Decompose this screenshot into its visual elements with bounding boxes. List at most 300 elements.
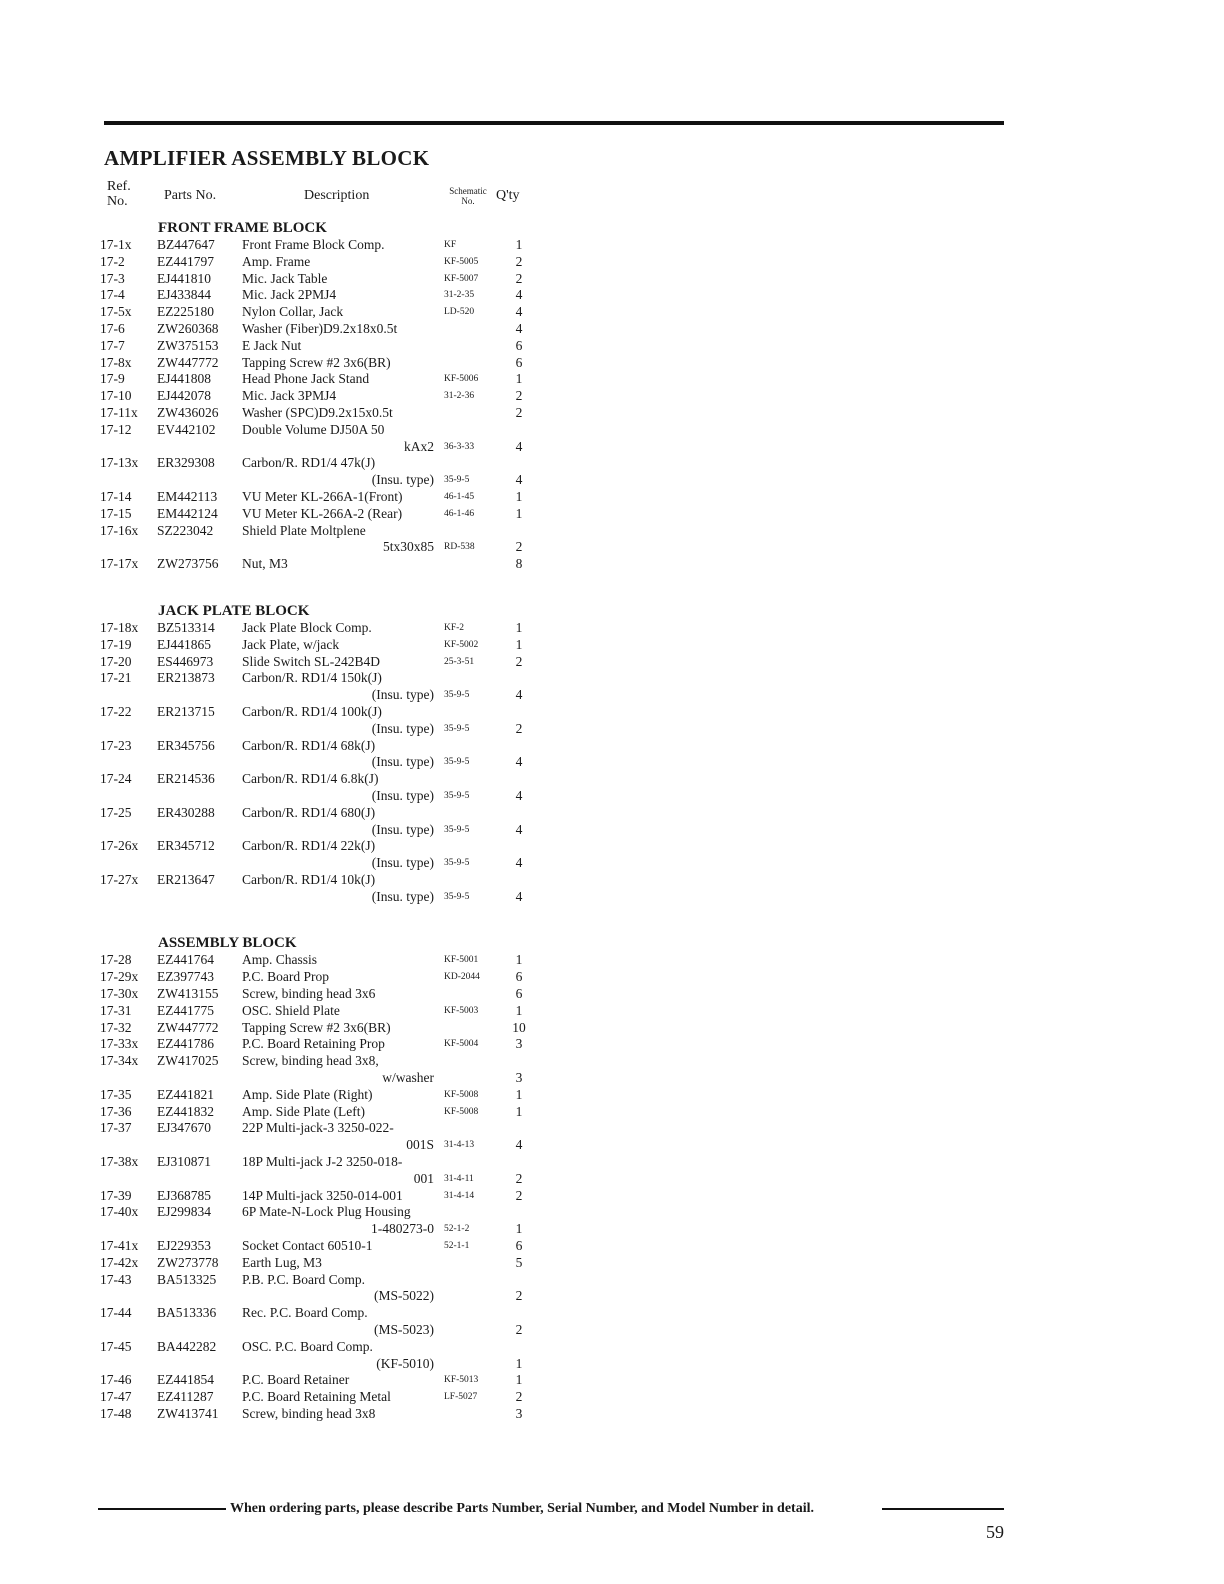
ref-no: 17-12	[100, 421, 132, 437]
ref-no: 17-10	[100, 388, 132, 404]
quantity: 3	[515, 1036, 523, 1052]
description: P.B. P.C. Board Comp.	[242, 1271, 366, 1287]
description-continued: 1-480273-0	[371, 1221, 434, 1237]
description: P.C. Board Retaining Prop	[242, 1036, 385, 1052]
parts-no: ZW273778	[157, 1254, 219, 1270]
schematic-no: KF-5005	[444, 256, 479, 267]
description: Carbon/R. RD1/4 10k(J)	[242, 871, 376, 887]
quantity: 1	[515, 952, 523, 968]
schematic-no: KF-5013	[444, 1375, 479, 1386]
schematic-no: 31-4-13	[444, 1140, 475, 1151]
table-row	[100, 422, 540, 456]
table-row	[100, 355, 540, 372]
row-line	[100, 371, 540, 388]
description: Carbon/R. RD1/4 680(J)	[242, 804, 376, 820]
row-line	[100, 405, 540, 422]
ref-no: 17-30x	[100, 986, 139, 1002]
ref-no: 17-44	[100, 1305, 132, 1321]
column-header-parts-no: Parts No.	[164, 188, 217, 203]
schematic-no: LD-520	[444, 307, 475, 318]
table-row	[100, 1372, 540, 1389]
table-row	[100, 1154, 540, 1188]
table-row	[100, 556, 540, 573]
table-row	[100, 704, 540, 738]
schematic-no: 46-1-46	[444, 508, 475, 519]
table-row	[100, 986, 540, 1003]
footer-rule-left	[98, 1508, 226, 1510]
table-row	[100, 1120, 540, 1154]
description: Earth Lug, M3	[242, 1254, 322, 1270]
parts-no: ER214536	[157, 771, 215, 787]
quantity: 8	[515, 556, 523, 572]
ref-no: 17-19	[100, 636, 132, 652]
ref-no: 17-29x	[100, 969, 139, 985]
table-row	[100, 1087, 540, 1104]
schematic-no: KF-5004	[444, 1039, 479, 1050]
parts-no: ES446973	[157, 653, 214, 669]
quantity: 2	[515, 1288, 523, 1304]
description: Washer (SPC)D9.2x15x0.5t	[242, 404, 393, 420]
description: P.C. Board Retainer	[242, 1372, 350, 1388]
parts-no: ZW413155	[157, 986, 219, 1002]
row-line	[100, 1255, 540, 1272]
quantity: 2	[515, 1389, 523, 1405]
row-line	[100, 771, 540, 788]
parts-no: EJ347670	[157, 1120, 211, 1136]
parts-no: EV442102	[157, 421, 216, 437]
footer-note: When ordering parts, please describe Parts Number, Serial Number, and Model Number in detail.	[230, 1501, 814, 1516]
quantity: 10	[512, 1019, 526, 1035]
description: Amp. Chassis	[242, 952, 318, 968]
table-row	[100, 1238, 540, 1255]
description-continued: (MS-5023)	[374, 1322, 434, 1338]
parts-list	[100, 220, 540, 1453]
ref-no: 17-31	[100, 1002, 132, 1018]
description: Tapping Screw #2 3x6(BR)	[242, 1019, 391, 1035]
schematic-no: 35-9-5	[444, 690, 470, 701]
schematic-no: 31-2-35	[444, 290, 475, 301]
row-line	[100, 287, 540, 304]
row-line	[100, 1020, 540, 1037]
ref-no: 17-28	[100, 952, 132, 968]
row-line-continued	[100, 1356, 540, 1373]
parts-no: EJ441808	[157, 371, 211, 387]
row-line-continued	[100, 1322, 540, 1339]
description: Washer (Fiber)D9.2x18x0.5t	[242, 320, 398, 336]
quantity: 1	[515, 1372, 523, 1388]
parts-no: EZ441775	[157, 1002, 214, 1018]
quantity: 1	[515, 1002, 523, 1018]
parts-no: EZ441832	[157, 1103, 214, 1119]
ref-no: 17-17x	[100, 556, 139, 572]
description: 14P Multi-jack 3250-014-001	[242, 1187, 403, 1203]
description: Carbon/R. RD1/4 68k(J)	[242, 737, 376, 753]
ref-no: 17-2	[100, 253, 125, 269]
parts-no: EZ441821	[157, 1086, 214, 1102]
quantity: 5	[515, 1254, 523, 1270]
parts-no: EZ411287	[157, 1389, 214, 1405]
table-row	[100, 1339, 540, 1373]
ref-no: 17-46	[100, 1372, 132, 1388]
schematic-no: 31-2-36	[444, 391, 475, 402]
description: Carbon/R. RD1/4 100k(J)	[242, 703, 382, 719]
table-row	[100, 388, 540, 405]
row-line	[100, 237, 540, 254]
schematic-no: 31-4-11	[444, 1173, 474, 1184]
description: Amp. Side Plate (Left)	[242, 1103, 365, 1119]
quantity: 1	[515, 1355, 523, 1371]
schematic-no: KF-5006	[444, 374, 479, 385]
parts-no: SZ223042	[157, 522, 214, 538]
row-line	[100, 304, 540, 321]
row-line	[100, 1003, 540, 1020]
quantity: 6	[515, 1238, 523, 1254]
column-header-ref	[107, 179, 131, 209]
parts-no: BA442282	[157, 1338, 217, 1354]
schematic-no: 31-4-14	[444, 1190, 475, 1201]
ref-no: 17-7	[100, 337, 125, 353]
table-row	[100, 1053, 540, 1087]
row-line	[100, 952, 540, 969]
description-continued: (KF-5010)	[376, 1355, 434, 1371]
quantity: 4	[515, 320, 523, 336]
ref-no: 17-45	[100, 1338, 132, 1354]
ref-no: 17-37	[100, 1120, 132, 1136]
row-line	[100, 969, 540, 986]
ref-no: 17-39	[100, 1187, 132, 1203]
description: Jack Plate, w/jack	[242, 636, 340, 652]
row-line-continued	[100, 472, 540, 489]
quantity: 1	[515, 619, 523, 635]
table-row	[100, 872, 540, 906]
parts-no: ZW273756	[157, 556, 219, 572]
schematic-no: KF-5002	[444, 639, 479, 650]
parts-no: EJ310871	[157, 1154, 211, 1170]
row-line-continued	[100, 855, 540, 872]
row-line	[100, 1339, 540, 1356]
parts-section	[100, 603, 540, 906]
quantity: 2	[515, 404, 523, 420]
description: Slide Switch SL-242B4D	[242, 653, 381, 669]
quantity: 2	[515, 1170, 523, 1186]
parts-section	[100, 220, 540, 573]
column-header-schematic-line2: No.	[461, 196, 475, 206]
description: Carbon/R. RD1/4 47k(J)	[242, 455, 376, 471]
parts-no: ZW375153	[157, 337, 219, 353]
description: Screw, binding head 3x6	[242, 986, 376, 1002]
page-number: 59	[986, 1522, 1004, 1542]
description: Screw, binding head 3x8	[242, 1406, 376, 1421]
quantity: 4	[515, 472, 523, 488]
ref-no: 17-43	[100, 1271, 132, 1287]
quantity: 6	[515, 969, 523, 985]
description: Tapping Screw #2 3x6(BR)	[242, 354, 391, 370]
quantity: 6	[515, 986, 523, 1002]
row-line	[100, 704, 540, 721]
description: OSC. P.C. Board Comp.	[242, 1338, 373, 1354]
description: Shield Plate Moltplene	[242, 522, 366, 538]
ref-no: 17-9	[100, 371, 125, 387]
row-line	[100, 1036, 540, 1053]
row-line	[100, 738, 540, 755]
row-line-continued	[100, 687, 540, 704]
ref-no: 17-34x	[100, 1053, 139, 1069]
description: Rec. P.C. Board Comp.	[242, 1305, 368, 1321]
table-row	[100, 254, 540, 271]
quantity: 1	[515, 1221, 523, 1237]
schematic-no: 35-9-5	[444, 824, 470, 835]
description-continued: 5tx30x85	[382, 539, 434, 555]
description-continued: 001S	[406, 1137, 434, 1153]
table-row	[100, 271, 540, 288]
description: Socket Contact 60510-1	[242, 1238, 373, 1254]
parts-no: EZ441764	[157, 952, 214, 968]
table-row	[100, 1389, 540, 1406]
table-row	[100, 287, 540, 304]
parts-no: BZ513314	[157, 619, 215, 635]
quantity: 4	[515, 821, 523, 837]
row-line	[100, 338, 540, 355]
schematic-no: 25-3-51	[444, 656, 475, 667]
description: Screw, binding head 3x8,	[242, 1053, 379, 1069]
row-line	[100, 637, 540, 654]
table-row	[100, 237, 540, 254]
row-line	[100, 1305, 540, 1322]
quantity: 1	[515, 505, 523, 521]
row-line	[100, 355, 540, 372]
ref-no: 17-8x	[100, 354, 132, 370]
ref-no: 17-38x	[100, 1154, 139, 1170]
row-line	[100, 489, 540, 506]
row-line	[100, 838, 540, 855]
description: OSC. Shield Plate	[242, 1002, 340, 1018]
ref-no: 17-25	[100, 804, 132, 820]
row-line	[100, 1238, 540, 1255]
row-line	[100, 1188, 540, 1205]
column-header-schematic	[442, 186, 494, 206]
row-line	[100, 254, 540, 271]
table-row	[100, 805, 540, 839]
description-continued: (Insu. type)	[371, 888, 434, 904]
row-line	[100, 271, 540, 288]
schematic-no: KF-2	[444, 622, 465, 633]
column-header-description: Description	[304, 188, 370, 203]
parts-no: EZ225180	[157, 304, 214, 320]
table-row	[100, 637, 540, 654]
schematic-no: 52-1-1	[444, 1241, 470, 1252]
quantity: 2	[515, 1187, 523, 1203]
parts-no: ZW447772	[157, 1019, 219, 1035]
ref-no: 17-5x	[100, 304, 132, 320]
quantity: 4	[515, 1137, 523, 1153]
table-row	[100, 1003, 540, 1020]
parts-no: EZ441854	[157, 1372, 214, 1388]
table-row	[100, 338, 540, 355]
row-line	[100, 1372, 540, 1389]
row-line	[100, 506, 540, 523]
description-continued: (Insu. type)	[371, 754, 434, 770]
parts-no: ZW447772	[157, 354, 219, 370]
schematic-no: KD-2044	[444, 972, 480, 983]
schematic-no: 46-1-45	[444, 491, 475, 502]
description-continued: w/washer	[382, 1070, 434, 1086]
description: Mic. Jack 2PMJ4	[242, 287, 337, 303]
description: Amp. Frame	[242, 253, 311, 269]
row-line	[100, 670, 540, 687]
quantity: 1	[515, 636, 523, 652]
parts-no: BA513336	[157, 1305, 217, 1321]
description-continued: (Insu. type)	[371, 787, 434, 803]
row-line-continued	[100, 788, 540, 805]
parts-no: EJ229353	[157, 1238, 211, 1254]
row-line	[100, 1406, 540, 1423]
parts-no: EJ442078	[157, 388, 211, 404]
schematic-no: 52-1-2	[444, 1224, 470, 1235]
description-continued: (Insu. type)	[371, 472, 434, 488]
parts-no: ER329308	[157, 455, 215, 471]
schematic-no: 35-9-5	[444, 475, 470, 486]
table-row	[100, 371, 540, 388]
row-line	[100, 1120, 540, 1137]
table-row	[100, 489, 540, 506]
column-header-schematic-line1: Schematic	[449, 186, 487, 196]
parts-no: ER345712	[157, 838, 215, 854]
table-row	[100, 620, 540, 637]
row-line	[100, 872, 540, 889]
ref-no: 17-41x	[100, 1238, 139, 1254]
description: 6P Mate-N-Lock Plug Housing	[242, 1204, 411, 1220]
section-title: FRONT FRAME BLOCK	[158, 220, 327, 236]
ref-no: 17-32	[100, 1019, 132, 1035]
description: Head Phone Jack Stand	[242, 371, 370, 387]
table-row	[100, 506, 540, 523]
description-continued: (Insu. type)	[371, 720, 434, 736]
row-line	[100, 321, 540, 338]
row-line-continued	[100, 889, 540, 906]
quantity: 1	[515, 1103, 523, 1119]
description: Amp. Side Plate (Right)	[242, 1086, 373, 1102]
column-header-qty: Q'ty	[496, 188, 520, 203]
quantity: 2	[515, 388, 523, 404]
schematic-no: KF-5007	[444, 273, 479, 284]
parts-no: ZW260368	[157, 320, 219, 336]
description: Carbon/R. RD1/4 22k(J)	[242, 838, 376, 854]
schematic-no: KF-5003	[444, 1005, 479, 1016]
description: Jack Plate Block Comp.	[242, 619, 372, 635]
table-row	[100, 1036, 540, 1053]
row-line	[100, 1154, 540, 1171]
column-header-ref-line2: No.	[107, 194, 128, 209]
table-row	[100, 1305, 540, 1339]
table-row	[100, 304, 540, 321]
description-continued: (MS-5022)	[374, 1288, 434, 1304]
parts-no: EM442124	[157, 505, 218, 521]
parts-no: EJ433844	[157, 287, 211, 303]
quantity: 4	[515, 304, 523, 320]
quantity: 1	[515, 237, 523, 252]
schematic-no: 35-9-5	[444, 757, 470, 768]
quantity: 2	[515, 1322, 523, 1338]
description-continued: 001	[413, 1170, 434, 1186]
parts-section	[100, 935, 540, 1422]
footer-rule-right	[882, 1508, 1004, 1510]
row-line	[100, 523, 540, 540]
description: VU Meter KL-266A-2 (Rear)	[242, 505, 403, 521]
parts-no: ER213873	[157, 670, 215, 686]
parts-no: ZW436026	[157, 404, 219, 420]
schematic-no: KF-5001	[444, 955, 479, 966]
description: P.C. Board Prop	[242, 969, 330, 985]
schematic-no: LF-5027	[444, 1392, 478, 1403]
quantity: 4	[515, 888, 523, 904]
row-line-continued	[100, 754, 540, 771]
ref-no: 17-1x	[100, 237, 132, 252]
quantity: 4	[515, 438, 523, 454]
row-line-continued	[100, 1221, 540, 1238]
quantity: 3	[515, 1406, 523, 1421]
table-row	[100, 1104, 540, 1121]
table-row	[100, 738, 540, 772]
ref-no: 17-16x	[100, 522, 139, 538]
ref-no: 17-36	[100, 1103, 132, 1119]
description: Mic. Jack Table	[242, 270, 328, 286]
row-line	[100, 654, 540, 671]
ref-no: 17-3	[100, 270, 125, 286]
row-line	[100, 1053, 540, 1070]
row-line-continued	[100, 822, 540, 839]
quantity: 6	[515, 354, 523, 370]
table-row	[100, 1272, 540, 1306]
quantity: 4	[515, 687, 523, 703]
table-row	[100, 838, 540, 872]
table-row	[100, 321, 540, 338]
quantity: 2	[515, 253, 523, 269]
ref-no: 17-15	[100, 505, 132, 521]
schematic-no: 36-3-33	[444, 441, 475, 452]
ref-no: 17-35	[100, 1086, 132, 1102]
table-row	[100, 455, 540, 489]
description: E Jack Nut	[242, 337, 302, 353]
table-row	[100, 523, 540, 557]
description-continued: (Insu. type)	[371, 821, 434, 837]
parts-no: ER430288	[157, 804, 215, 820]
table-row	[100, 969, 540, 986]
table-row	[100, 654, 540, 671]
row-line	[100, 455, 540, 472]
row-line	[100, 388, 540, 405]
quantity: 1	[515, 371, 523, 387]
schematic-no: 35-9-5	[444, 858, 470, 869]
parts-no: ER213647	[157, 871, 215, 887]
description: Double Volume DJ50A 50	[242, 421, 385, 437]
schematic-no: 35-9-5	[444, 790, 470, 801]
row-line	[100, 1087, 540, 1104]
ref-no: 17-27x	[100, 871, 139, 887]
schematic-no: RD-538	[444, 542, 475, 553]
ref-no: 17-23	[100, 737, 132, 753]
parts-no: ZW413741	[157, 1406, 219, 1421]
table-row	[100, 670, 540, 704]
row-line	[100, 1104, 540, 1121]
schematic-no: 35-9-5	[444, 891, 470, 902]
row-line	[100, 1204, 540, 1221]
table-row	[100, 405, 540, 422]
row-line-continued	[100, 439, 540, 456]
ref-no: 17-18x	[100, 619, 139, 635]
row-line-continued	[100, 1070, 540, 1087]
parts-no: EZ397743	[157, 969, 214, 985]
table-row	[100, 1188, 540, 1205]
